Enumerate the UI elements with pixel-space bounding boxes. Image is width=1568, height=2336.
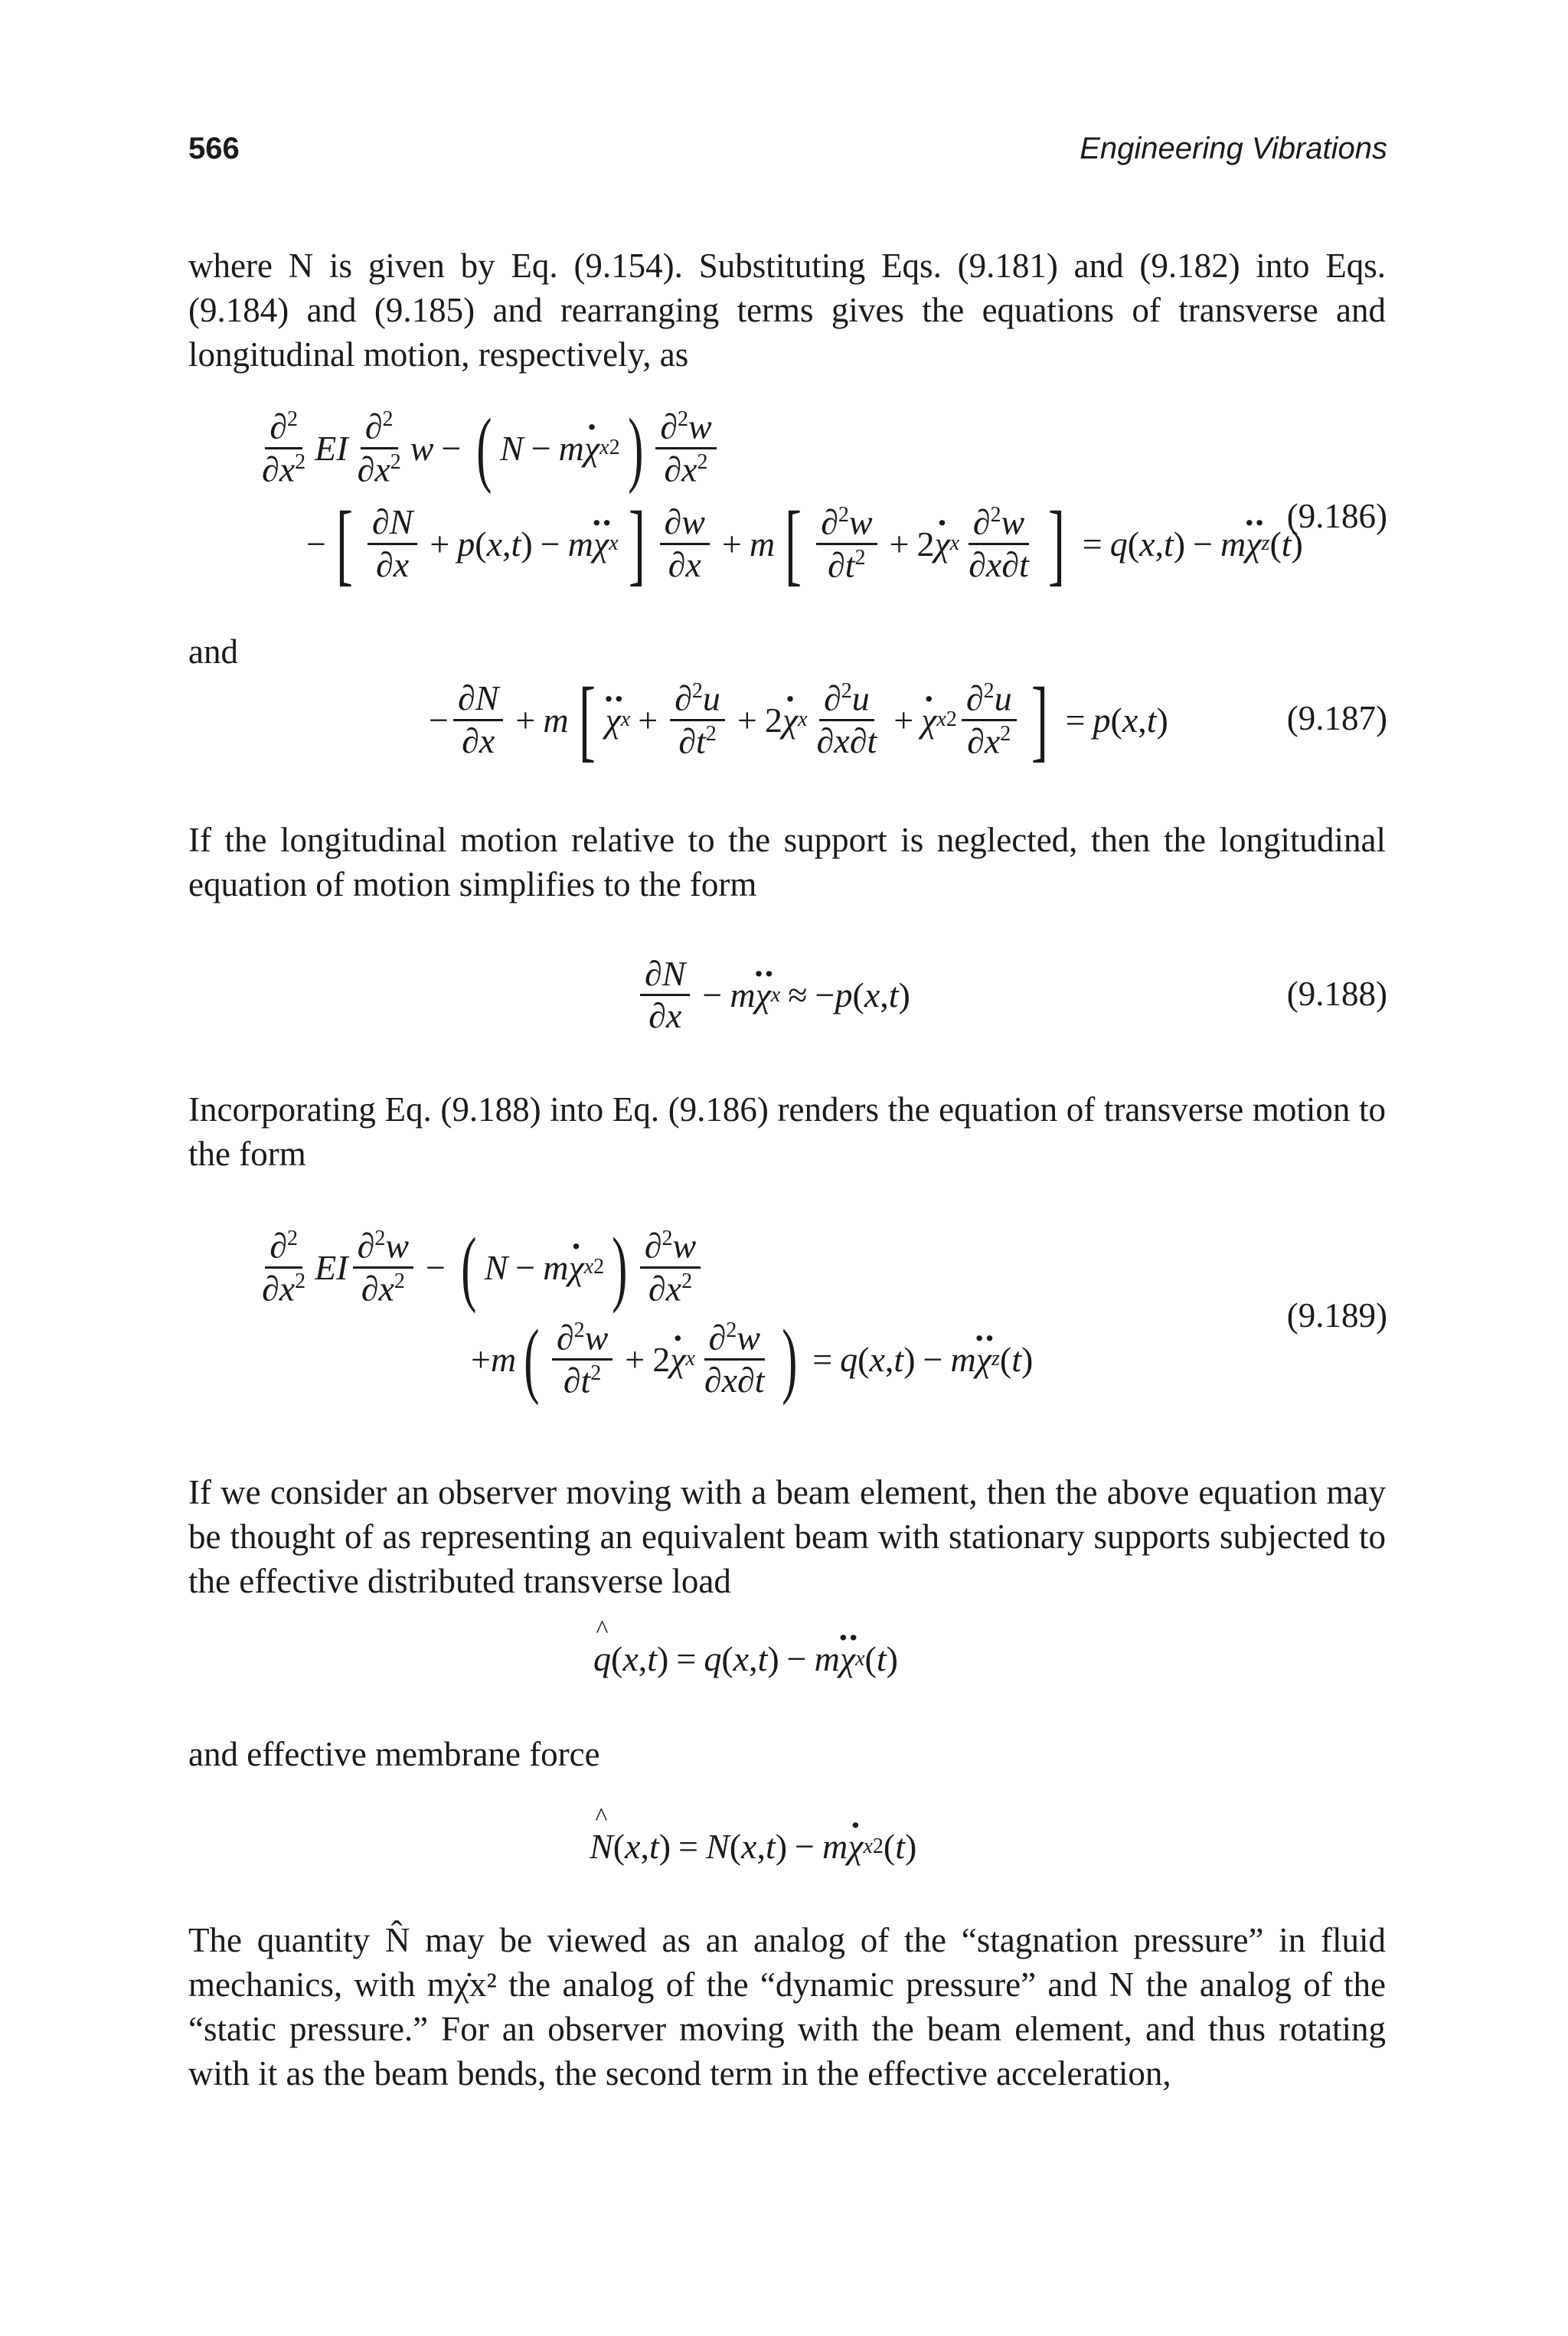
page-number: 566 <box>188 132 240 165</box>
paragraph-longitudinal: If the longitudinal motion relative to the support is neglected, then the longitudinal equation of motion simplifies to the form <box>188 821 1386 903</box>
equation-9-188: $\frac{\partial N}{\partial x}$ − m ·· χ x ≈ − p ( x , t ) <box>635 956 910 1035</box>
running-title: Engineering Vibrations <box>1080 132 1387 165</box>
paragraph-stagnation: The quantity N̂ may be viewed as an analog of the “stagnation pressure” in fluid mechanics, with mχ̇x² the analog of the “dynamic pressure” and N the analog of the “static pressure.” For an observer moving with the beam element, and thus rotating with it as the beam bends, the second term in the effective acceleration, <box>188 1921 1386 2093</box>
equation-number-9-189: (9.189) <box>1286 1296 1387 1335</box>
equation-effective-membrane-force: ^ N ( x , t ) = N ( x , t ) − m · χ x 2 ( t ) <box>590 1826 916 1867</box>
paragraph-observer: If we consider an observer moving with a beam element, then the above equation may be thought of as representing an equivalent beam with stationary supports subjected to the effective distributed transverse load <box>188 1473 1386 1600</box>
equation-number-9-186: (9.186) <box>1286 497 1387 535</box>
paragraph-incorporating: Incorporating Eq. (9.188) into Eq. (9.186) renders the equation of transverse motion to the form <box>188 1090 1386 1173</box>
equation-9-189-line2: + m ( $\frac{\partial^2w}{\partial t^2}$ + 2 · χ x $\frac{\partial^2w}{\partial x\partial t}$ ) = q ( x , t ) − m ·· χ z ( t ) <box>471 1317 1033 1401</box>
equation-9-189-line1: $\frac{\partial^2}{\partial x^2}$ EI $\frac{\partial^2w}{\partial x^2}$ − ( N − m · χ x 2 ) $\frac{\partial^2w}{\partial x^2}$ <box>253 1225 705 1309</box>
equation-effective-load: ^ q ( x , t ) = q ( x , t ) − m ·· χ x ( t ) <box>593 1638 898 1679</box>
paragraph-membrane: and effective membrane force <box>188 1735 600 1773</box>
paragraph-intro: where N is given by Eq. (9.154). Substituting Eqs. (9.181) and (9.182) into Eqs. (9.184) and (9.185) and rearranging terms gives the equations of transverse and longitudinal motion, respectively, as <box>188 247 1386 374</box>
equation-9-186-line2: − [ $\frac{\partial N}{\partial x}$ + p ( x , t ) − m ·· χ x ] $\frac{\partial w}{\partial x}$ + m [ $\frac{\partial^2w}{\partial t^2}$ + 2 · χ x $\frac{\partial^2w}{\partial x\partial t}$ ] = q ( x , t ) − m ·· χ z ( t ) <box>306 498 1303 590</box>
equation-9-186-line1: $\frac{\partial^2}{\partial x^2}$ EI $\frac{\partial^2}{\partial x^2}$ w − ( N − m · χ x 2 ) $\frac{\partial^2w}{\partial x^2}$ <box>253 406 721 490</box>
equation-9-187: − $\frac{\partial N}{\partial x}$ + m [ ·· χ x + $\frac{\partial^2u}{\partial t^2}$ + 2 · χ x $\frac{\partial^2u}{\partial x\partial t}$ + · χ x 2 $\frac{\partial^2u}{\partial x^2}$ ] = p ( x , t ) <box>429 674 1168 766</box>
connector-and: and <box>188 632 238 671</box>
equation-number-9-188: (9.188) <box>1286 975 1387 1013</box>
equation-number-9-187: (9.187) <box>1286 699 1387 737</box>
